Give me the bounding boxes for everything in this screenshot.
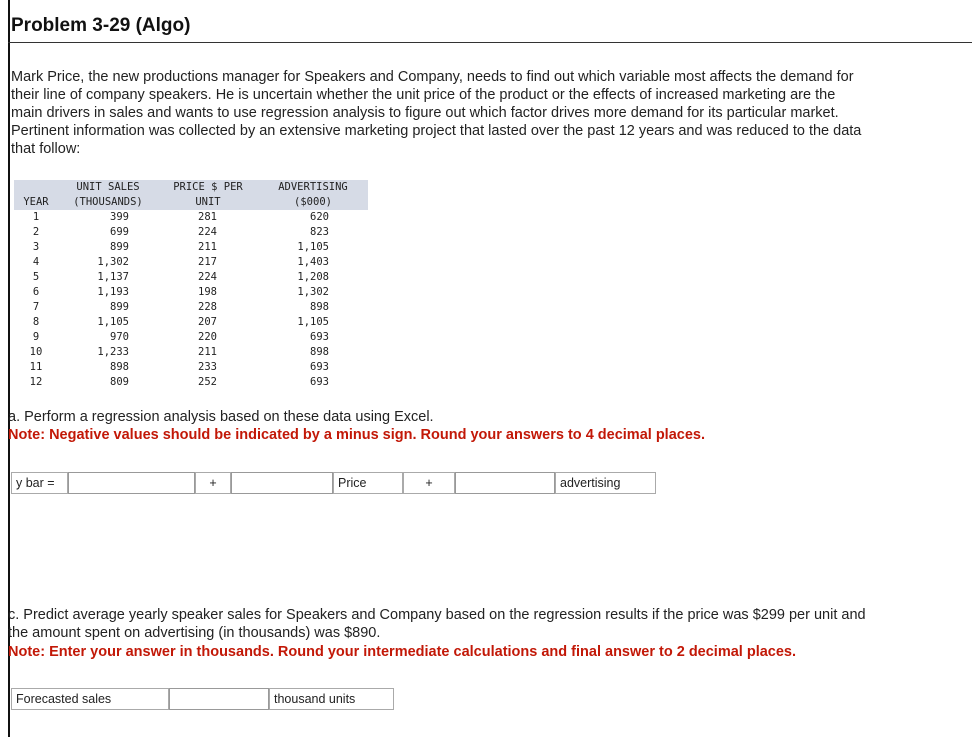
problem-title: Problem 3-29 (Algo) [11,15,191,36]
plus-sign-1: + [195,472,231,494]
regression-equation-row [11,472,656,494]
cell-price: 252 [198,376,217,388]
cell-unit-sales: 1,193 [97,286,129,298]
cell-year: 10 [29,346,43,358]
table-row [14,375,368,390]
cell-advertising: 620 [310,211,329,223]
cell-price: 217 [198,256,217,268]
part-c-text: c. Predict average yearly speaker sales for Speakers and Company based on the regression results if the price was $299 per unit and the amount spent on advertising (in thousands) was $890. [8,607,866,641]
table-row [14,300,368,315]
cell-advertising: 898 [310,301,329,313]
data-table [14,180,368,390]
cell-unit-sales: 899 [110,241,129,253]
cell-advertising: 1,105 [297,241,329,253]
cell-unit-sales: 399 [110,211,129,223]
table-row [14,210,368,225]
cell-unit-sales: 898 [110,361,129,373]
ybar-label: y bar = [11,472,68,494]
cell-unit-sales: 970 [110,331,129,343]
cell-year: 7 [32,301,40,313]
cell-advertising: 693 [310,331,329,343]
part-a-text: a. Perform a regression analysis based on these data using Excel. [8,409,434,425]
cell-year: 11 [29,361,43,373]
cell-advertising: 1,208 [297,271,329,283]
cell-advertising: 898 [310,346,329,358]
cell-year: 1 [32,211,40,223]
cell-advertising: 1,403 [297,256,329,268]
cell-unit-sales: 699 [110,226,129,238]
cell-price: 224 [198,271,217,283]
intercept-input[interactable] [68,472,195,494]
cell-price: 198 [198,286,217,298]
cell-unit-sales: 1,302 [97,256,129,268]
cell-advertising: 693 [310,376,329,388]
cell-year: 3 [32,241,40,253]
table-row [14,285,368,300]
cell-year: 8 [32,316,40,328]
cell-year: 6 [32,286,40,298]
cell-unit-sales: 1,137 [97,271,129,283]
cell-unit-sales: 1,233 [97,346,129,358]
table-row [14,330,368,345]
cell-unit-sales: 809 [110,376,129,388]
problem-intro [11,68,956,158]
table-row [14,255,368,270]
cell-year: 2 [32,226,40,238]
cell-price: 211 [198,346,217,358]
cell-price: 211 [198,241,217,253]
forecast-row [11,688,394,710]
cell-price: 220 [198,331,217,343]
advertising-coefficient-input[interactable] [455,472,555,494]
cell-price: 281 [198,211,217,223]
table-row [14,345,368,360]
cell-advertising: 693 [310,361,329,373]
advertising-label: advertising [555,472,656,494]
cell-unit-sales: 899 [110,301,129,313]
part-a-note: Note: Negative values should be indicated by a minus sign. Round your answers to 4 decimal places. [8,427,705,443]
cell-unit-sales: 1,105 [97,316,129,328]
forecasted-sales-label: Forecasted sales [11,688,169,710]
cell-price: 233 [198,361,217,373]
table-row [14,360,368,375]
price-label: Price [333,472,403,494]
cell-advertising: 1,105 [297,316,329,328]
cell-advertising: 823 [310,226,329,238]
cell-year: 4 [32,256,40,268]
header-price: PRICE $ PER UNIT [158,180,258,210]
table-row [14,315,368,330]
table-row [14,270,368,285]
cell-year: 9 [32,331,40,343]
cell-price: 207 [198,316,217,328]
intro-text: Mark Price, the new productions manager for Speakers and Company, needs to find out which variable most affects the demand for their line of company speakers. He is uncertain whether the unit price of the product or the effects of increased marketing are the main drivers in sales and wants to use regression analysis to figure out which factor drives more demand for its particular market. Pertinent information was collected by an extensive marketing project that lasted over the past 12 years and was reduced to the data that follow: [11,69,862,157]
header-year: YEAR [14,180,58,210]
cell-price: 228 [198,301,217,313]
header-unit-sales: UNIT SALES (THOUSANDS) [58,180,158,210]
table-header-row [14,180,368,210]
price-coefficient-input[interactable] [231,472,333,494]
table-body [14,210,368,390]
header-advertising: ADVERTISING ($000) [258,180,368,210]
cell-advertising: 1,302 [297,286,329,298]
cell-price: 224 [198,226,217,238]
part-c-note: Note: Enter your answer in thousands. Round your intermediate calculations and final answer to 2 decimal places. [8,644,797,660]
thousand-units-label: thousand units [269,688,394,710]
table-row [14,240,368,255]
cell-year: 5 [32,271,40,283]
table-row [14,225,368,240]
plus-sign-2: + [403,472,455,494]
forecast-input[interactable] [169,688,269,710]
title-divider [8,42,972,43]
cell-year: 12 [29,376,43,388]
